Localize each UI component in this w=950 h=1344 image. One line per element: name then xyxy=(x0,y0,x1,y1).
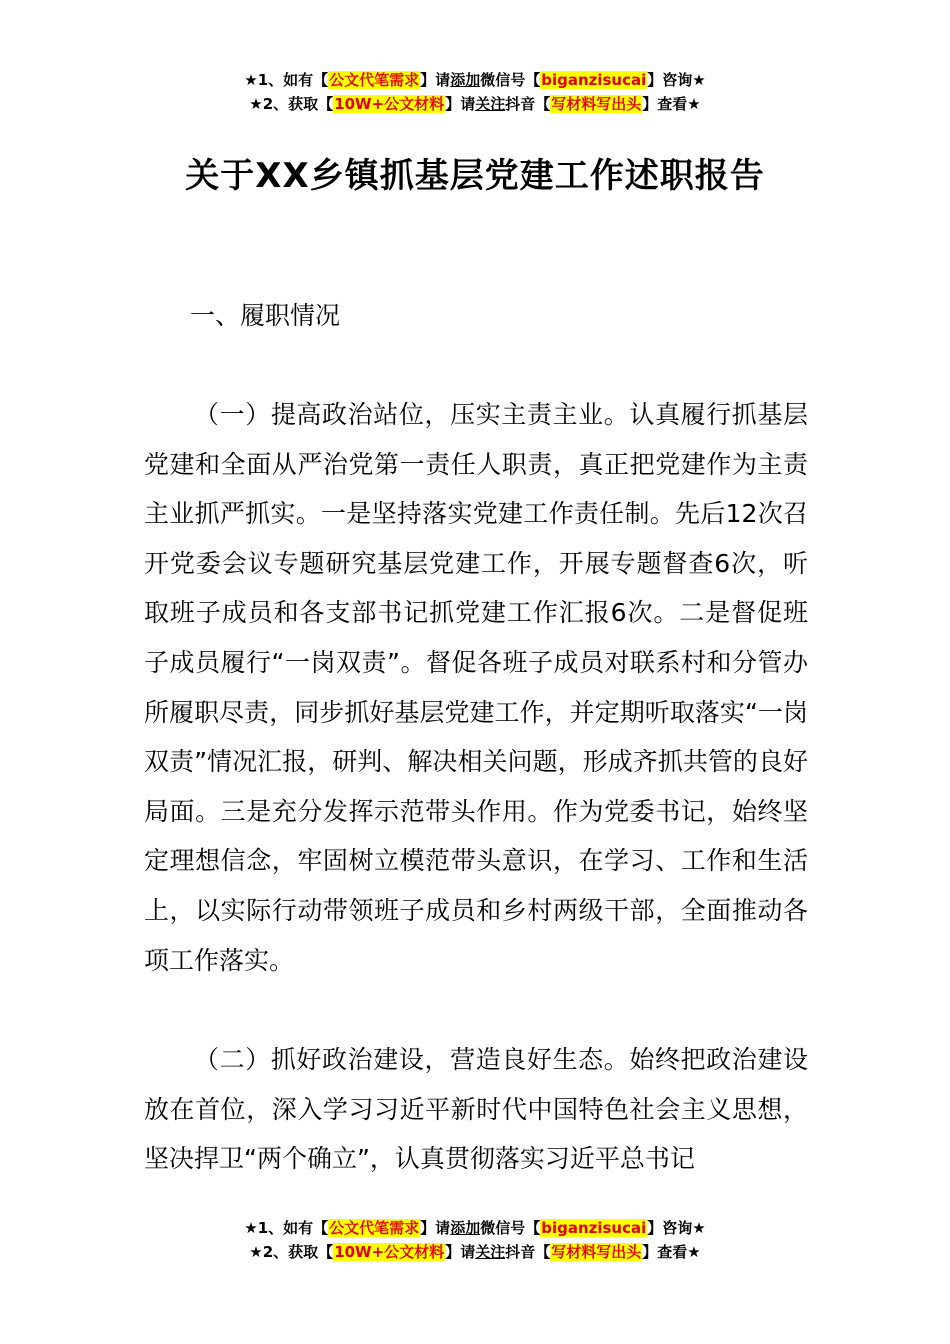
highlight-service: 公文代笔需求 xyxy=(329,71,420,89)
footer-banner xyxy=(0,1216,950,1264)
highlight-douyin: 写材料写出头 xyxy=(551,1243,642,1261)
highlight-service: 公文代笔需求 xyxy=(329,1219,420,1237)
section-heading: 一、履职情况 xyxy=(190,301,341,330)
highlight-douyin: 写材料写出头 xyxy=(551,95,642,113)
document-title: 关于XX乡镇抓基层党建工作述职报告 xyxy=(185,156,765,196)
footer-line-2: ★2、获取【10W+公文材料】请关注抖音【写材料写出头】查看★ xyxy=(249,1243,701,1261)
highlight-wechat-id: biganzisucai xyxy=(541,1219,647,1237)
footer-line-1: ★1、如有【公文代笔需求】请添加微信号【biganzisucai】咨询★ xyxy=(244,1219,706,1237)
banner-line-1: ★1、如有【公文代笔需求】请添加微信号【biganzisucai】咨询★ xyxy=(244,71,706,89)
highlight-materials: 10W+公文材料 xyxy=(334,95,445,113)
highlight-materials: 10W+公文材料 xyxy=(334,1243,445,1261)
paragraph-2: （二）抓好政治建设，营造良好生态。始终把政治建设放在首位，深入学习习近平新时代中国特色社会主义思想，坚决捍卫“两个确立”，认真贯彻落实习近平总书记 xyxy=(144,1045,808,1174)
paragraph-1: （一）提高政治站位，压实主责主业。认真履行抓基层党建和全面从严治党第一责任人职责，真正把党建作为主责主业抓严抓实。一是坚持落实党建工作责任制。先后12次召开党委会议专题研究基层党建工作，开展专题督查6次，听取班子成员和各支部书记抓党建工作汇报6次。二是督促班子成员履行“一岗双责”。督促各班子成员对联系村和分管办所履职尽责，同步抓好基层党建工作，并定期听取落实“一岗双责”情况汇报，研判、解决相关问题，形成齐抓共管的良好局面。三是充分发挥示范带头作用。作为党委书记，始终坚定理想信念，牢固树立模范带头意识，在学习、工作和生活上，以实际行动带领班子成员和乡村两级干部，全面推动各项工作落实。 xyxy=(144,400,808,975)
header-banner xyxy=(0,68,950,116)
banner-line-2: ★2、获取【10W+公文材料】请关注抖音【写材料写出头】查看★ xyxy=(249,95,701,113)
highlight-wechat-id: biganzisucai xyxy=(541,71,647,89)
